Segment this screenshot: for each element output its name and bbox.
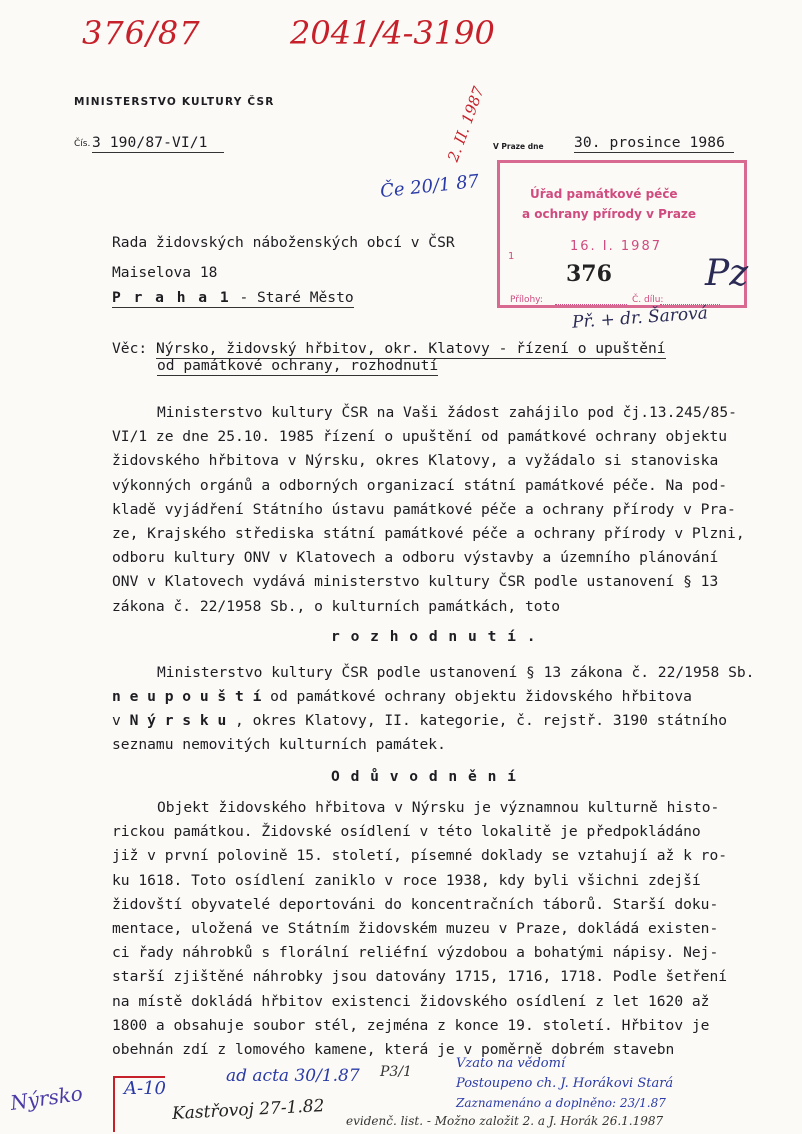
body_para1-line: ze, Krajského střediska státní památkové péče a ochrany přírody v Plzni, [112, 525, 745, 542]
stamp-line1: Úřad památkové péče [530, 187, 678, 201]
decision-line-4: seznamu nemovitých kulturních památek. [112, 736, 446, 753]
reasoning-line: mentace, uložená ve Státním židovském muzeu v Praze, dokládá existen- [112, 920, 719, 937]
ref-number: 3 190/87-VI/1 [92, 134, 224, 153]
stamp-prilohy-label: Přílohy: [510, 295, 543, 305]
handwritten-signature-under-stamp: Př. + dr. Šarová [571, 303, 709, 333]
reasoning-line: již v první polovině 15. století, písemné doklady se vztahují až k ro- [112, 847, 728, 865]
handwritten-bottom-left: Nýrsko [8, 1081, 85, 1115]
body_para1-line: výkonných orgánů a odborných organizací státní památkové péče. Na pod- [112, 476, 728, 494]
registry-stamp [497, 160, 747, 308]
ref-label: Čís. [74, 139, 91, 149]
ministry-heading: MINISTERSTVO KULTURY ČSR [74, 96, 275, 108]
subject-line-1 [112, 340, 666, 357]
body_para1-line: VI/1 ze dne 25.10. 1985 řízení o upuštění od památkové ochrany objektu [112, 428, 728, 446]
body_para1-line: ONV v Klatovech vydává ministerstvo kultury ČSR podle ustanovení § 13 [112, 573, 719, 591]
decision-line-1: Ministerstvo kultury ČSR podle ustanovení § 13 zákona č. 22/1958 Sb. [157, 664, 755, 681]
stamp-handwritten-sign: Pz [705, 253, 749, 294]
decision-verb: n e u p o u š t í [112, 688, 262, 705]
stamp-date: 16. I. 1987 [570, 239, 662, 254]
reasoning-line: rickou památkou. Židovské osídlení v této lokalitě je předpokládáno [112, 823, 701, 841]
handwritten-ref-top-left: 376/87 [82, 14, 201, 52]
place-label: V Praze dne [493, 142, 544, 151]
handwritten-note-1: Vzato na vědomí [456, 1056, 566, 1071]
decision-line-3-prefix: v [112, 712, 130, 729]
address-line-3 [112, 289, 354, 308]
handwritten-note-4: evidenč. list. - Možno založit 2. a J. Horák 26.1.1987 [346, 1114, 664, 1128]
handwritten-scrawl: Kastřovoj 27-1.82 [171, 1096, 325, 1124]
subject-text-1: Nýrsko, židovský hřbitov, okr. Klatovy - řízení o upuštění [155, 340, 666, 357]
reasoning-line: ku 1618. Toto osídlení zaniklo v roce 1938, kdy byli všichni zdejší [112, 871, 701, 889]
decision-line-3 [112, 712, 727, 729]
handwritten-note-2: Postoupeno ch. J. Horákovi Stará [456, 1076, 674, 1091]
subject-label: Věc: [112, 340, 148, 357]
stamp-cdil-label: Č. dílu: [632, 295, 664, 305]
stamp-line2: a ochrany přírody v Praze [522, 207, 697, 221]
address-district: - Staré Město [230, 289, 354, 306]
body_para1-line: židovského hřbitova v Nýrsku, okres Klatovy, a vyžádalo si stanoviska [112, 452, 719, 470]
decision-line-2 [112, 688, 692, 705]
body_para1-line: Ministerstvo kultury ČSR na Vaši žádost zahájilo pod čj.13.245/85- [157, 404, 737, 421]
decision-line-2-rest: od památkové ochrany objektu židovského hřbitova [261, 688, 692, 705]
reasoning-line: obehnán zdí z lomového kamene, která je v poměrně dobrém stavebn [112, 1041, 675, 1058]
stamp-mark: 1 [508, 251, 515, 262]
decision-town: N ý r s k u [129, 712, 227, 729]
handwritten-ref-top-center: 2041/4-3190 [290, 14, 495, 52]
reasoning-line: 1800 a obsahuje soubor stél, zejména z konce 19. století. Hřbitov je [112, 1016, 710, 1034]
body_para1-line: kladě vyjádření Státního ústavu památkové péče a ochrany přírody v Pra- [112, 500, 736, 518]
stamp-number: 376 [566, 261, 612, 287]
handwritten-note-3: Zaznamenáno a doplněno: 23/1.87 [456, 1096, 666, 1110]
reasoning-line: židovští obyvatelé deportováni do koncentračních táborů. Starší doku- [112, 895, 719, 913]
decision-line-3-rest: , okres Klatovy, II. kategorie, č. rejstř. 3190 státního [226, 712, 728, 729]
address-line-1: Rada židovských náboženských obcí v ČSR [112, 234, 455, 251]
body_para1-line: odboru kultury ONV v Klatovech a odboru výstavby a územního plánování [112, 549, 719, 567]
reasoning-line: ci řady náhrobků s florální reliéfní výzdobou a bohatými nápisy. Nej- [112, 944, 719, 962]
handwritten-ad-acta: ad acta 30/1.87 [226, 1066, 360, 1086]
stamp-dotted-line [555, 304, 627, 305]
decision-heading: r o z h o d n u t í . [331, 628, 537, 645]
handwritten-blue-ref: Če 20/1 87 [379, 170, 481, 203]
handwritten-p3: P3/1 [380, 1064, 412, 1080]
handwritten-pencil-date: 2. II. 1987 [444, 84, 488, 165]
reasoning-line: na místě dokládá hřbitov existenci židovského osídlení z let 1620 až [112, 992, 710, 1010]
subject-line-2: od památkové ochrany, rozhodnutí [157, 357, 439, 374]
reasoning-line: Objekt židovského hřbitova v Nýrsku je významnou kulturně histo- [157, 799, 720, 816]
document-date: 30. prosince 1986 [574, 134, 734, 153]
reasoning-heading: O d ů v o d n ě n í [331, 768, 517, 785]
address-city: P r a h a 1 [112, 289, 231, 306]
reasoning-line: starší zjištěné náhrobky jsou datovány 1715, 1716, 1718. Podle šetření [112, 968, 728, 986]
address-line-2: Maiselova 18 [112, 264, 218, 281]
handwritten-a10: A-10 [124, 1078, 166, 1099]
body_para1-line: zákona č. 22/1958 Sb., o kulturních památkách, toto [112, 597, 561, 615]
